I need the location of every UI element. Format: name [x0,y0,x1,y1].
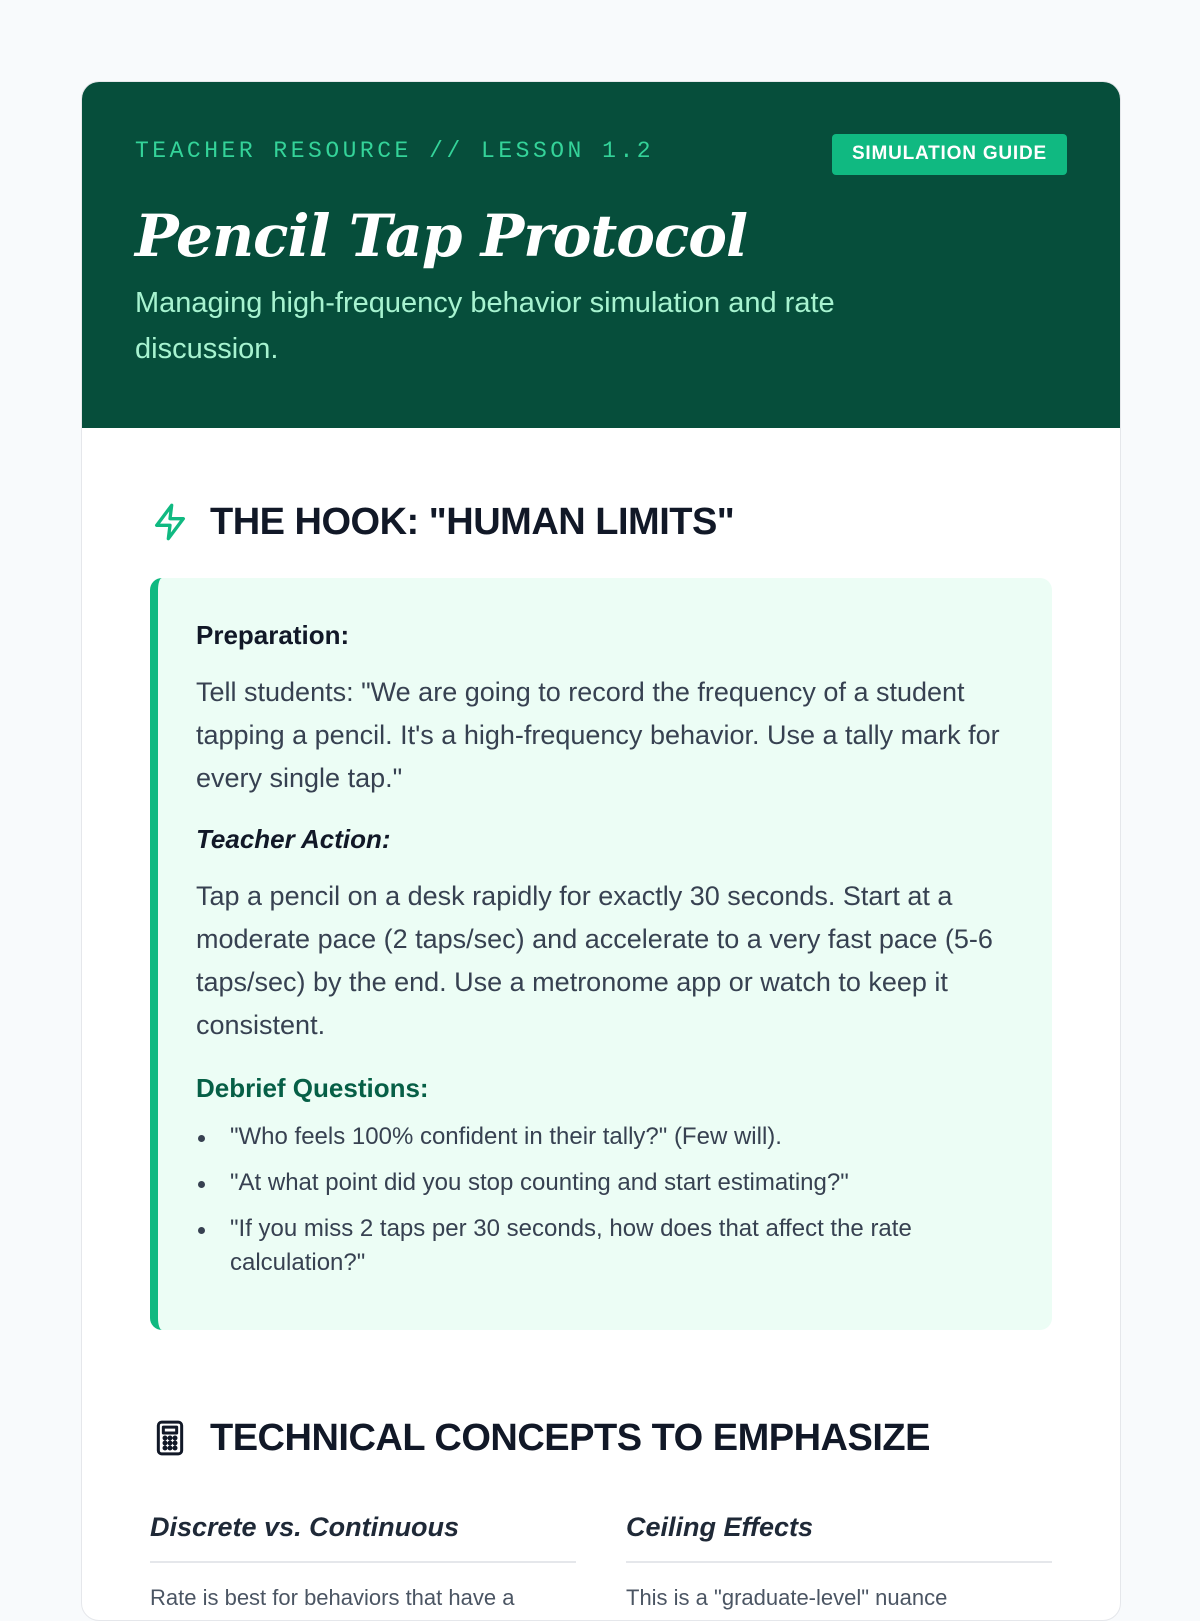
list-item: "At what point did you stop counting and start estimating?" [196,1166,1012,1200]
lesson-card [81,81,1121,1621]
lightning-icon [150,502,190,542]
list-item: "If you miss 2 taps per 30 seconds, how does that affect the rate calculation?" [196,1212,1012,1280]
hook-section [82,500,1120,1330]
simulation-guide-badge: SIMULATION GUIDE [832,134,1067,175]
teacher-action-text: Tap a pencil on a desk rapidly for exactly 30 seconds. Start at a moderate pace (2 taps/sec) and accelerate to a very fast pace (5-6 taps/sec) by the end. Use a metronome app or watch to keep it consistent. [196,881,993,1040]
concepts-heading [150,1416,1052,1460]
page-title: Pencil Tap Protocol [135,202,748,270]
concept-title: Ceiling Effects [626,1512,1052,1563]
hook-callout [150,578,1052,1330]
concepts-section [82,1416,1120,1615]
list-item: "Who feels 100% confident in their tally?" (Few will). [196,1120,1012,1154]
header-banner [82,82,1120,428]
concept-text: This is a "graduate-level" nuance [626,1585,948,1610]
concept-title: Discrete vs. Continuous [150,1512,576,1563]
calculator-icon [150,1418,190,1458]
hook-heading [150,500,1052,544]
page-subtitle: Managing high-frequency behavior simulation and rate discussion. [135,287,835,365]
preparation-label: Preparation: [196,620,350,650]
preparation-text: Tell students: "We are going to record the frequency of a student tapping a pencil. It's a high-frequency behavior. Use a tally mark for every single tap." [196,677,1000,793]
debrief-questions-label: Debrief Questions: [196,1073,429,1103]
concepts-title: TECHNICAL CONCEPTS TO EMPHASIZE [210,1416,930,1459]
concept-text: Rate is best for behaviors that have a [150,1585,515,1610]
debrief-questions-list [196,1120,1012,1280]
lesson-eyebrow: TEACHER RESOURCE // LESSON 1.2 [135,138,655,164]
hook-title: THE HOOK: "HUMAN LIMITS" [210,500,735,543]
teacher-action-label: Teacher Action: [196,824,391,854]
